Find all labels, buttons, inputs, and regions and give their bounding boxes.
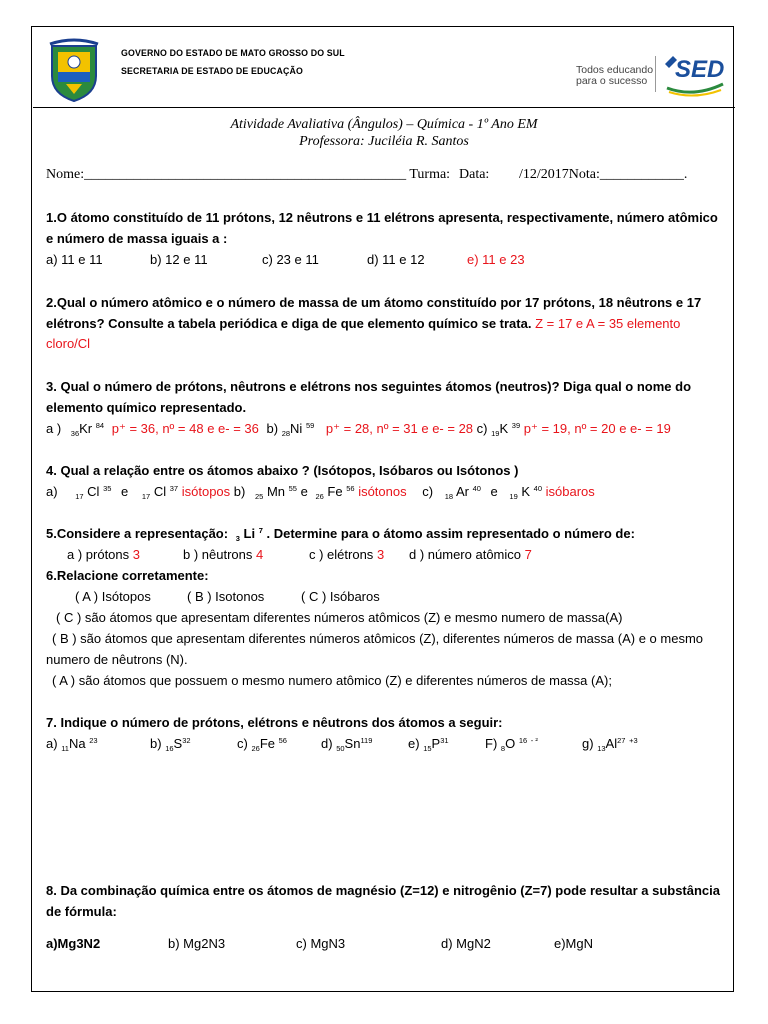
q7-stem: 7. Indique o número de prótons, elétrons e nêutrons dos átomos a seguir: — [46, 715, 503, 730]
gov-line-2: SECRETARIA DE ESTADO DE EDUCAÇÃO — [121, 66, 304, 76]
q6-option-c: ( C ) Isóbaros — [301, 589, 380, 604]
q8-stem-2: de fórmula: — [46, 904, 117, 919]
q1-option-a: a) 11 e 11 — [46, 252, 103, 267]
q1-option-e-answer: e) 11 e 23 — [467, 252, 525, 267]
slogan-line-2: para o sucesso — [576, 75, 648, 87]
state-coat-of-arms — [46, 38, 102, 104]
date-label: Data: — [459, 167, 490, 182]
q1-stem-1: 1.O átomo constituído de 11 prótons, 12 nêutrons e 11 elétrons apresenta, respectivamente, número atômico — [46, 210, 718, 225]
q1-option-c: c) 23 e 11 — [262, 252, 319, 267]
q5-b-label: b ) nêutrons — [183, 547, 253, 562]
q7-e-mass-number: 31 — [440, 736, 449, 745]
q4-c1-mass-number: 40 — [472, 484, 481, 493]
q5-item-d — [409, 547, 532, 563]
q4-items — [46, 484, 595, 500]
q2-answer-2: cloro/Cl — [46, 336, 91, 351]
q8-option-c: c) MgN3 — [296, 936, 346, 951]
q7-a-mass-number: 23 — [89, 736, 98, 745]
q7-f-atomic-number: 8 — [500, 744, 506, 753]
q7-f-label: F) — [485, 736, 498, 751]
q6-option-a: ( A ) Isótopos — [75, 589, 151, 604]
gov-line-1: GOVERNO DO ESTADO DE MATO GROSSO DO SUL — [121, 48, 345, 58]
q4-a-and: e — [121, 484, 129, 499]
q3-b-label: b) — [266, 421, 279, 436]
q7-b-mass-number: 32 — [182, 736, 191, 745]
q5-c-label: c ) elétrons — [309, 547, 374, 562]
q6-statement-2b: numero de nêutrons (N). — [46, 652, 188, 667]
q7-f-mass-number: 16 — [518, 736, 528, 745]
q5-d-label: d ) número atômico — [409, 547, 521, 562]
q4-a1-mass-number: 35 — [103, 484, 112, 493]
date-grade-line: /12/2017Nota:____________. — [519, 167, 688, 182]
q4-b-label: b) — [233, 484, 246, 499]
q7-f-symbol: O — [505, 736, 516, 751]
q7-f-charge: - ² — [530, 736, 538, 745]
q4-a2-mass-number: 37 — [169, 484, 179, 493]
q3-c-mass-number: 39 — [511, 421, 521, 430]
q7-b-label: b) — [150, 736, 162, 751]
q4-b-and: e — [300, 484, 308, 499]
q5-item-b — [183, 547, 263, 563]
q7-c-atomic-number: 26 — [251, 744, 260, 753]
q7-g-label: g) — [582, 736, 594, 751]
q2-answer-1: Z = 17 e A = 35 elemento — [535, 316, 681, 331]
q5-stem-post: . Determine para o átomo assim representado o número de: — [266, 526, 635, 541]
q7-c-label: c) — [237, 736, 248, 751]
q5-a-label: a ) prótons — [67, 547, 130, 562]
q5-c-answer: 3 — [376, 547, 385, 562]
q7-g-atomic-number: 13 — [597, 744, 606, 753]
q3-b-symbol: Ni — [290, 421, 303, 436]
q4-b2-symbol: Fe — [327, 484, 343, 499]
q4-b2-atomic-number: 26 — [315, 492, 324, 501]
q5-atomic-number: 3 — [235, 534, 240, 543]
q6-statement-1: ( C ) são átomos que apresentam diferentes números atômicos (Z) e mesmo numero de massa(A) — [56, 610, 623, 625]
q7-d-label: d) — [321, 736, 333, 751]
q5-item-a — [67, 547, 140, 563]
q7-item-d — [321, 736, 372, 752]
q5-mass-number: 7 — [258, 526, 263, 535]
q6-statement-3: ( A ) são átomos que possuem o mesmo numero atômico (Z) e diferentes números de massa (A); — [52, 673, 612, 688]
q4-a1-symbol: Cl — [87, 484, 100, 499]
q2-stem-2 — [46, 316, 680, 332]
q7-c-symbol: Fe — [259, 736, 275, 751]
q4-b1-mass-number: 55 — [288, 484, 297, 493]
q7-item-g — [582, 736, 638, 752]
q7-e-symbol: P — [431, 736, 441, 751]
q4-c1-symbol: Ar — [455, 484, 469, 499]
q3-stem-2: elemento químico representado. — [46, 400, 247, 415]
q7-a-symbol: Na — [68, 736, 86, 751]
q8-option-d: d) MgN2 — [441, 936, 491, 951]
q7-g-charge: +3 — [629, 736, 638, 745]
q7-d-mass-number: 119 — [360, 736, 373, 745]
q7-g-symbol: Al — [605, 736, 618, 751]
q7-b-symbol: S — [173, 736, 183, 751]
q1-option-d: d) 11 e 12 — [367, 252, 425, 267]
sed-logo — [661, 50, 727, 98]
q8-option-a: a)Mg3N2 — [46, 936, 101, 951]
q5-b-answer: 4 — [256, 547, 264, 562]
name-field-line: Nome:______________________________________________ Turma: — [46, 167, 451, 182]
q7-item-b — [150, 736, 191, 752]
q4-b2-mass-number: 56 — [346, 484, 355, 493]
q3-a-mass-number: 84 — [95, 421, 105, 430]
q3-c-atomic-number: 19 — [491, 429, 500, 438]
q5-item-c — [309, 547, 384, 563]
q7-b-atomic-number: 16 — [165, 744, 174, 753]
q5-a-answer: 3 — [132, 547, 141, 562]
q8-stem-1: 8. Da combinação química entre os átomos de magnésio (Z=12) e nitrogênio (Z=7) pode resultar a substância — [46, 883, 721, 898]
q4-b-answer: isótonos — [358, 484, 407, 499]
q3-c-symbol: K — [499, 421, 509, 436]
q7-e-atomic-number: 15 — [423, 744, 432, 753]
q3-c-answer: p⁺ = 19, nº = 20 e e- = 19 — [523, 421, 671, 436]
q3-a-symbol: Kr — [79, 421, 93, 436]
q2-stem-2-text: elétrons? Consulte a tabela periódica e diga de que elemento químico se trata. — [46, 316, 532, 331]
q7-c-mass-number: 56 — [278, 736, 287, 745]
q5-symbol: Li — [243, 526, 256, 541]
q4-c-label: c) — [422, 484, 434, 499]
q5-d-answer: 7 — [524, 547, 532, 562]
q3-a-answer: p⁺ = 36, nº = 48 e e- = 36 — [111, 421, 259, 436]
q1-stem-2: e número de massa iguais a : — [46, 231, 228, 246]
q3-a-label: a ) — [46, 421, 62, 436]
q7-d-symbol: Sn — [344, 736, 361, 751]
q7-item-e — [408, 736, 449, 752]
q4-a-answer: isótopos — [181, 484, 231, 499]
q3-stem-1: 3. Qual o número de prótons, nêutrons e elétrons nos seguintes átomos (neutros)? Diga qual o nome do — [46, 379, 692, 394]
q7-item-f — [485, 736, 538, 752]
q4-a1-atomic-number: 17 — [75, 492, 84, 501]
q1-option-b: b) 12 e 11 — [150, 252, 208, 267]
q7-item-c — [237, 736, 287, 752]
title-line-1: Atividade Avaliativa (Ângulos) – Química - 1º Ano EM — [230, 117, 538, 132]
header-divider — [33, 107, 735, 108]
q8-option-e: e)MgN — [554, 936, 594, 951]
logo-divider — [655, 56, 656, 92]
q3-a-atomic-number: 36 — [70, 429, 80, 438]
q5-stem — [46, 526, 635, 542]
q6-statement-2a: ( B ) são átomos que apresentam diferentes números atômicos (Z), diferentes números de massa (A) e o mesmo — [52, 631, 703, 646]
q6-option-b: ( B ) Isotonos — [187, 589, 265, 604]
q4-c1-atomic-number: 18 — [444, 492, 454, 501]
q4-a2-atomic-number: 17 — [141, 492, 151, 501]
q4-a2-symbol: Cl — [153, 484, 167, 499]
q4-c2-symbol: K — [521, 484, 531, 499]
q7-e-label: e) — [408, 736, 420, 751]
q7-item-a — [46, 736, 98, 752]
q4-stem: 4. Qual a relação entre os átomos abaixo ? (Isótopos, Isóbaros ou Isótonos ) — [46, 463, 519, 478]
sed-logo-text: SED — [675, 56, 725, 83]
q7-a-label: a) — [46, 736, 58, 751]
q4-b1-symbol: Mn — [266, 484, 285, 499]
q3-b-answer: p⁺ = 28, nº = 31 e e- = 28 — [325, 421, 474, 436]
q6-stem: 6.Relacione corretamente: — [46, 568, 209, 583]
q4-c2-mass-number: 40 — [533, 484, 543, 493]
q4-c-answer: isóbaros — [545, 484, 595, 499]
q5-stem-pre: 5.Considere a representação: — [46, 526, 229, 541]
q3-b-atomic-number: 28 — [281, 429, 291, 438]
q7-g-mass-number: 27 — [617, 736, 626, 745]
slogan-line-1: Todos educando — [576, 64, 654, 76]
q7-d-atomic-number: 50 — [336, 744, 345, 753]
q3-items — [46, 421, 671, 437]
q4-b1-atomic-number: 25 — [254, 492, 264, 501]
q3-c-label: c) — [476, 421, 488, 436]
title-line-2: Professora: Juciléia R. Santos — [299, 134, 469, 149]
q4-c-and: e — [490, 484, 498, 499]
q4-c2-atomic-number: 19 — [509, 492, 518, 501]
q4-a-label: a) — [46, 484, 58, 499]
q7-a-atomic-number: 11 — [61, 744, 69, 753]
q2-stem-1: 2.Qual o número atômico e o número de massa de um átomo constituído por 17 prótons, 18 nêutrons e 17 — [46, 295, 702, 310]
q8-option-b: b) Mg2N3 — [168, 936, 226, 951]
q3-b-mass-number: 59 — [305, 421, 315, 430]
